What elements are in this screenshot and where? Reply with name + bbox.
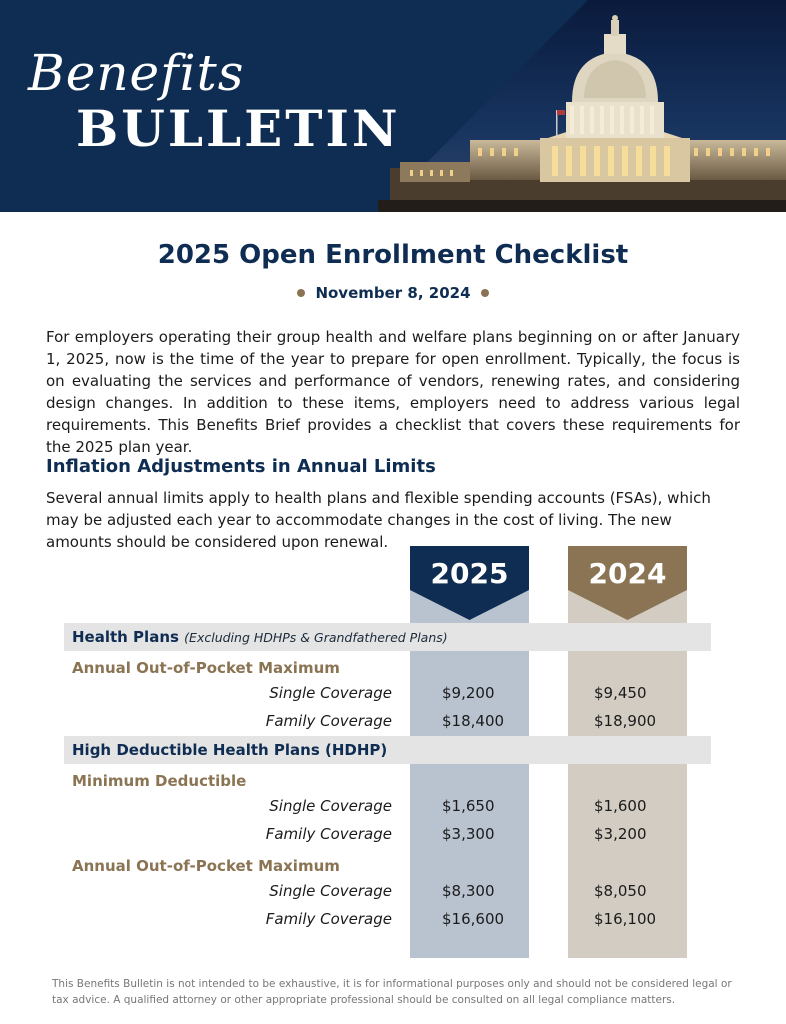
row-label: Single Coverage: [269, 882, 392, 900]
section-heading: Inflation Adjustments in Annual Limits: [46, 456, 436, 477]
subgroup-heading: Annual Out-of-Pocket Maximum: [72, 857, 340, 875]
row-label: Family Coverage: [265, 712, 392, 730]
value-2024: $8,050: [594, 882, 647, 900]
banner: [0, 0, 786, 212]
group-heading-health-plans: [72, 623, 448, 652]
subgroup-heading: Annual Out-of-Pocket Maximum: [72, 659, 340, 677]
value-2024: $16,100: [594, 910, 657, 928]
brand-benefits: Benefits: [28, 44, 245, 102]
row-label: Family Coverage: [265, 910, 392, 928]
disclaimer-footer: This Benefits Bulletin is not intended to be exhaustive, it is for informational purposes only and should not be considered legal or tax advice. A qualified attorney or other appropriate professional should be consulted on all legal compliance matters.: [52, 978, 732, 1006]
value-2024: $18,900: [594, 712, 657, 730]
value-2025: $1,650: [442, 797, 495, 815]
year-2025-label: 2025: [430, 557, 509, 590]
value-2025: $9,200: [442, 684, 495, 702]
brand-bulletin: BULLETIN: [76, 99, 401, 158]
page-title: 2025 Open Enrollment Checklist: [157, 240, 629, 270]
bullet-dot-left: [297, 289, 305, 297]
publication-date: November 8, 2024: [315, 284, 471, 302]
section-paragraph: Several annual limits apply to health plans and flexible spending accounts (FSAs), which may be adjusted each year to accommodate changes in the cost of living. The new amounts should be considered upon renewal.: [46, 489, 711, 551]
date-row: [0, 282, 786, 304]
year-2024-label: 2024: [588, 557, 667, 590]
group-note: (Excluding HDHPs & Grandfathered Plans): [184, 630, 448, 645]
subgroup-heading: Minimum Deductible: [72, 772, 247, 790]
value-2024: $3,200: [594, 825, 647, 843]
row-label: Family Coverage: [265, 825, 392, 843]
value-2025: $3,300: [442, 825, 495, 843]
group-name: Health Plans: [72, 628, 179, 646]
intro-paragraph: For employers operating their group health and welfare plans beginning on or after January 1, 2025, now is the time of the year to prepare for open enrollment. Typically, the focus is on evaluating the services and performance of vendors, renewing rates, and considering design changes. In addition to these items, employers need to address various legal requirements. This Benefits Brief provides a checklist that covers these requirements for the 2025 plan year.: [46, 328, 740, 456]
row-label: Single Coverage: [269, 684, 392, 702]
value-2025: $16,600: [442, 910, 505, 928]
value-2024: $1,600: [594, 797, 647, 815]
value-2025: $18,400: [442, 712, 505, 730]
group-name: High Deductible Health Plans (HDHP): [72, 741, 388, 759]
value-2024: $9,450: [594, 684, 647, 702]
row-label: Single Coverage: [269, 797, 392, 815]
group-heading-hdhp: [72, 736, 387, 764]
bullet-dot-right: [481, 289, 489, 297]
value-2025: $8,300: [442, 882, 495, 900]
